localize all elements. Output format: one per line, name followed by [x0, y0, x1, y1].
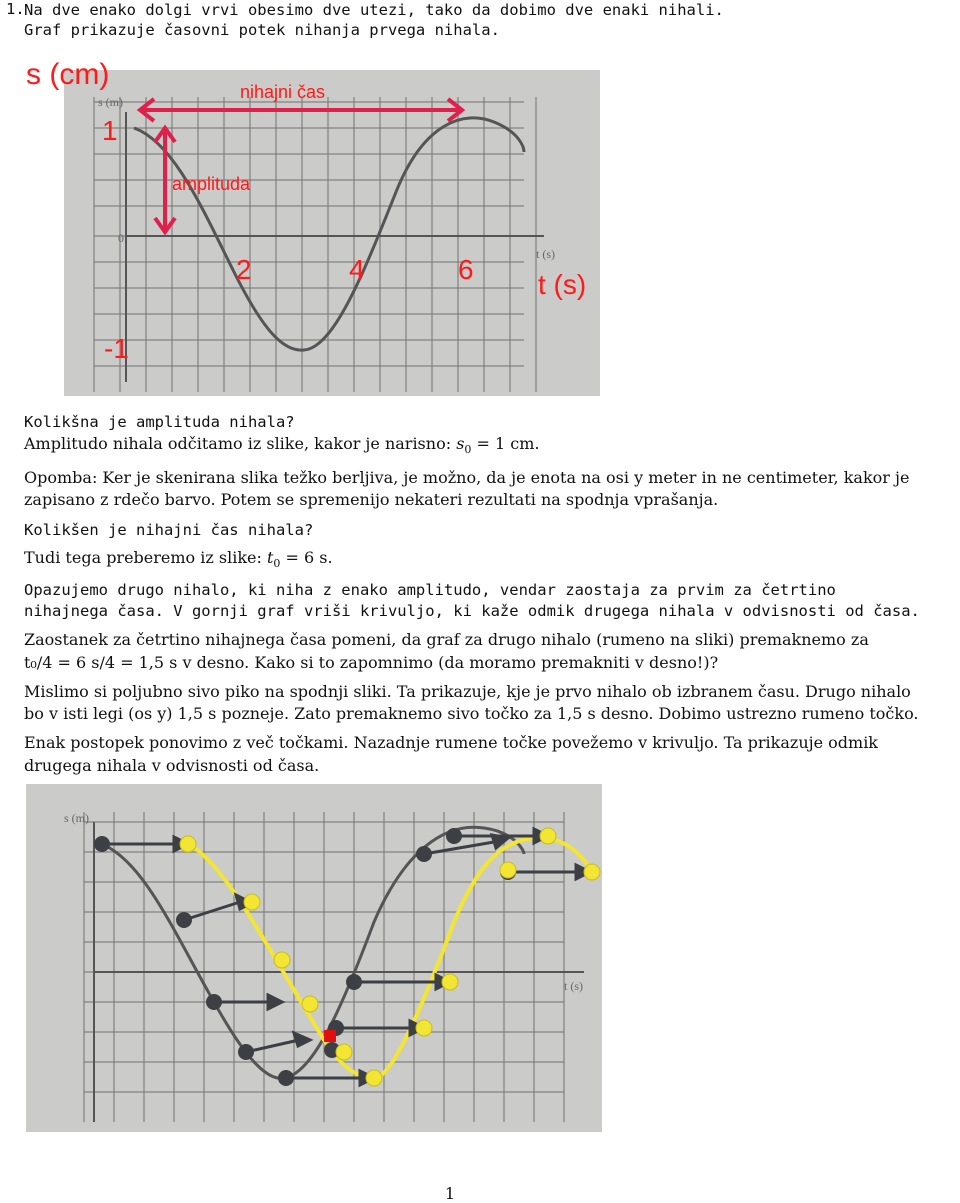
- final-line-2: drugega nihala v odvisnosti od časa.: [24, 756, 320, 775]
- task-line-2: nihajnega časa. V gornji graf vriši krivuljo, ki kaže odmik drugega nihala v odvisnosti od časa.: [24, 602, 920, 620]
- x-tick-2: 2: [236, 254, 252, 285]
- scanned-photo: [64, 70, 600, 396]
- y-tick-top: 1: [102, 115, 118, 146]
- figure-shifted-graph: [24, 782, 604, 1134]
- question-amplitude: Kolikšna je amplituda nihala?: [24, 413, 295, 431]
- y-tick-bottom: -1: [104, 333, 129, 364]
- photo-zero-label: 0: [118, 231, 124, 245]
- task-line-1: Opazujemo drugo nihalo, ki niha z enako amplitudo, vendar zaostaja za prvim za četrtino: [24, 581, 836, 599]
- final-line-1: Enak postopek ponovimo z več točkami. Nazadnje rumene točke povežemo v krivuljo. Ta prikazuje odmik: [24, 733, 878, 752]
- start-marker: [324, 1030, 336, 1042]
- period-label: nihajni čas: [240, 82, 326, 102]
- x-tick-4: 4: [349, 254, 365, 285]
- x-axis-label: t (s): [538, 269, 587, 300]
- photo-x-label: t (s): [536, 247, 555, 261]
- answer-period: Tudi tega preberemo iz slike: $t_0 = 6$ s.: [24, 548, 333, 571]
- intro-line-1: Na dve enako dolgi vrvi obesimo dve utezi, tako da dobimo dve enaki nihali.: [24, 1, 724, 19]
- amplitude-label: amplituda: [172, 174, 251, 194]
- explain-line-2: t₀/4 = 6 s/4 = 1,5 s v desno. Kako si to zapomnimo (da moramo premakniti v desno!)?: [24, 653, 719, 672]
- intro-line-2: Graf prikazuje časovni potek nihanja prvega nihala.: [24, 21, 500, 39]
- item-number: 1.: [6, 0, 25, 18]
- page-number: 1: [444, 1184, 456, 1203]
- figure-pendulum-graph: [24, 52, 604, 398]
- x-tick-6: 6: [458, 254, 474, 285]
- photo2-x-label: t (s): [564, 979, 583, 993]
- explain-line-1: Zaostanek za četrtino nihajnega časa pomeni, da graf za drugo nihalo (rumeno na sliki) premaknemo za: [24, 630, 869, 649]
- y-axis-label: s (cm): [26, 58, 110, 91]
- note-line-1: Opomba: Ker je skenirana slika težko berljiva, je možno, da je enota na osi y meter in ne centimeter, kakor je: [24, 468, 910, 487]
- method-line-2: bo v isti legi (os y) 1,5 s pozneje. Zato premaknemo sivo točko za 1,5 s desno. Dobimo ustrezno rumeno točko.: [24, 704, 919, 723]
- note-line-2: zapisano z rdečo barvo. Potem se spremenijo nekateri rezultati na spodnja vprašanja.: [24, 490, 719, 509]
- method-line-1: Mislimo si poljubno sivo piko na spodnji sliki. Ta prikazuje, kje je prvo nihalo ob izbranem času. Drugo nihalo: [24, 682, 911, 701]
- photo2-y-label: s (m): [64, 811, 89, 825]
- photo-y-label: s (m): [98, 95, 123, 109]
- answer-amplitude: Amplitudo nihala odčitamo iz slike, kakor je narisno: $s_0 = 1$ cm.: [24, 434, 540, 457]
- question-period: Kolikšen je nihajni čas nihala?: [24, 521, 314, 539]
